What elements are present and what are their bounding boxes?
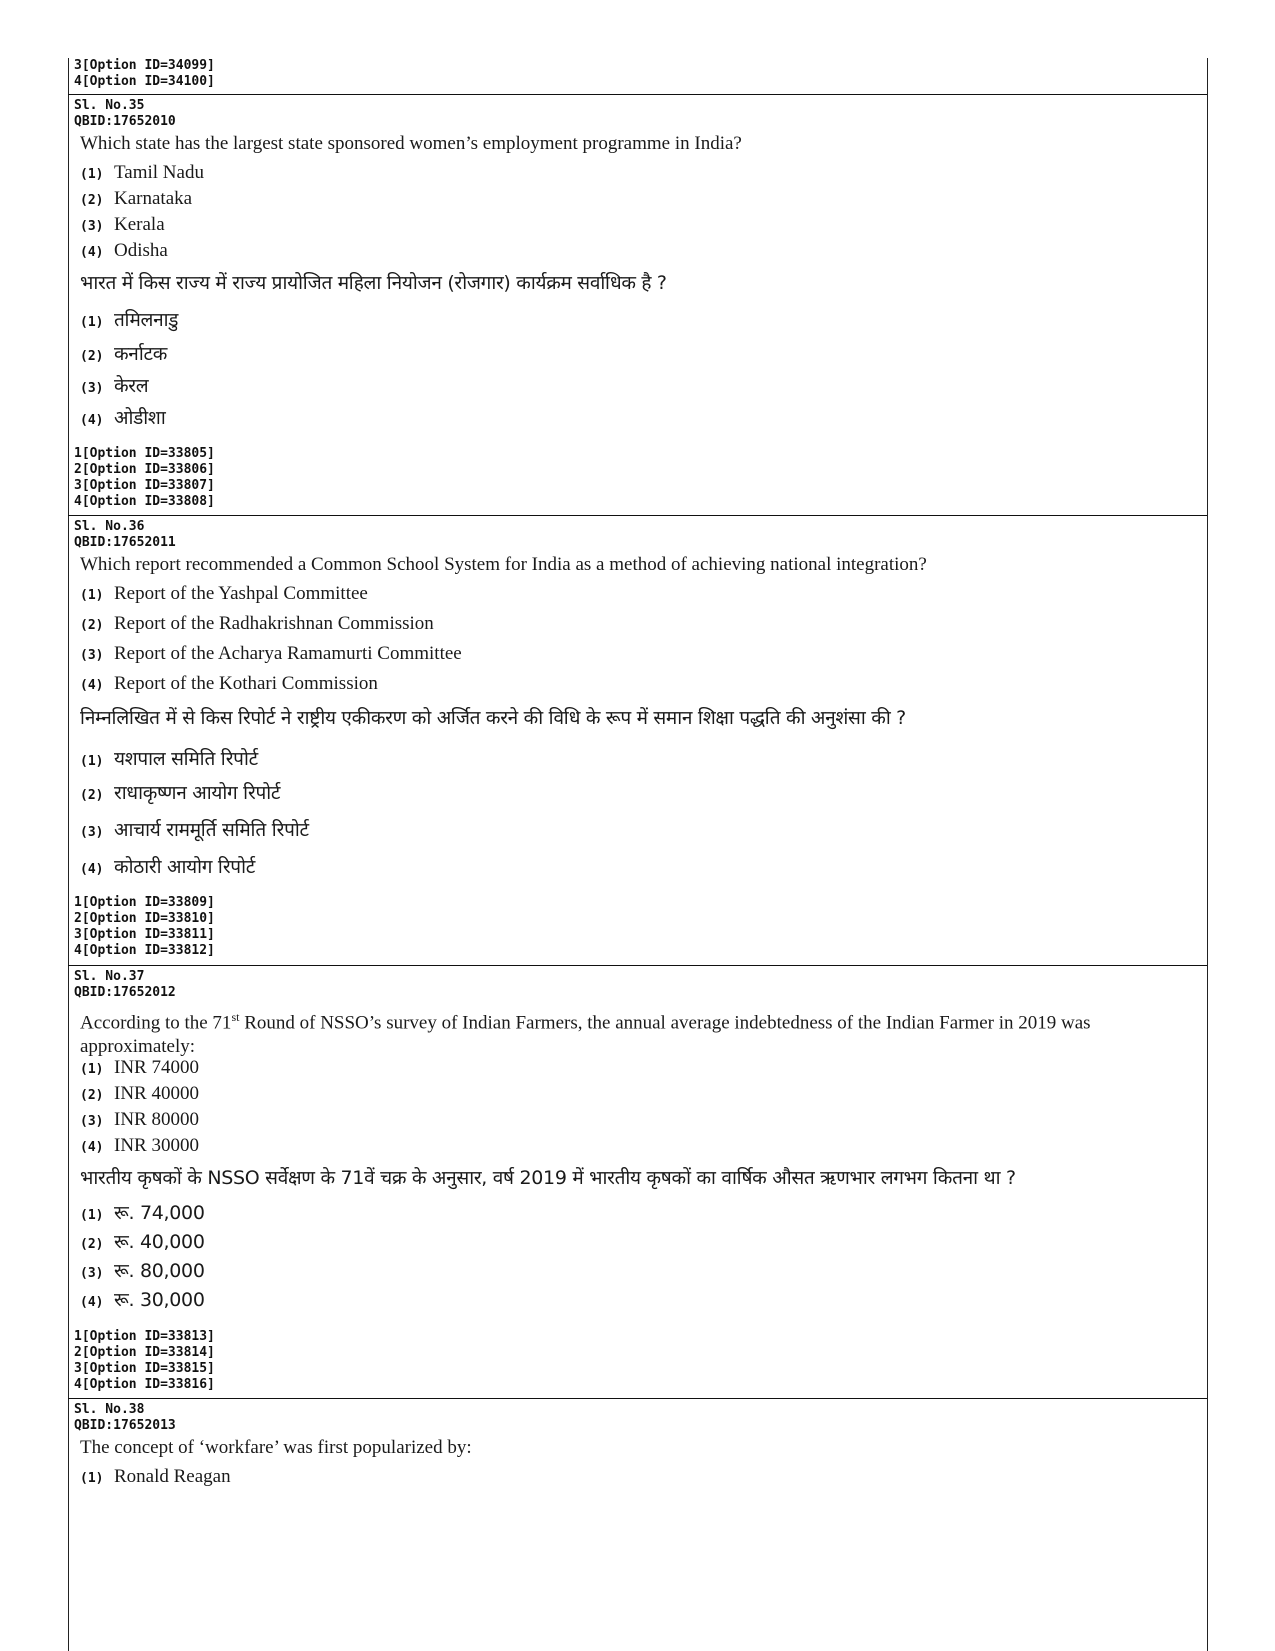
option-en-4: (4) Report of the Kothari Commission bbox=[80, 673, 378, 694]
question-text-hi: भारत में किस राज्य में राज्य प्रायोजित महिला नियोजन (रोजगार) कार्यक्रम सर्वाधिक है ? bbox=[80, 272, 667, 294]
option-en-3: (3) Report of the Acharya Ramamurti Committee bbox=[80, 643, 462, 664]
option-en-4: (4) Odisha bbox=[80, 240, 168, 261]
option-id: 2[Option ID=33806] bbox=[74, 462, 215, 477]
option-en-2: (2) INR 40000 bbox=[80, 1083, 199, 1104]
option-id: 1[Option ID=33809] bbox=[74, 895, 215, 910]
question-text-hi: निम्नलिखित में से किस रिपोर्ट ने राष्ट्रीय एकीकरण को अर्जित करने की विधि के रूप में समान शिक्षा पद्धति की अनुशंसा की ? bbox=[80, 707, 906, 729]
divider bbox=[68, 965, 1207, 966]
option-id: 3[Option ID=33807] bbox=[74, 478, 215, 493]
option-hi-1: (1) रू. 74,000 bbox=[80, 1202, 205, 1224]
serial-number: Sl. No.38 bbox=[74, 1402, 145, 1417]
option-en-3: (3) Kerala bbox=[80, 214, 165, 235]
option-ids bbox=[68, 1329, 215, 1393]
option-id: 4[Option ID=33808] bbox=[74, 494, 215, 509]
question-35 bbox=[68, 98, 1207, 510]
option-id: 1[Option ID=33813] bbox=[74, 1329, 215, 1344]
divider bbox=[68, 515, 1207, 516]
option-hi-3: (3) रू. 80,000 bbox=[80, 1260, 205, 1282]
question-36 bbox=[68, 519, 1207, 961]
option-ids bbox=[68, 895, 215, 959]
option-ids bbox=[68, 446, 215, 510]
option-hi-3: (3) केरल bbox=[80, 375, 149, 397]
qbid: QBID:17652013 bbox=[74, 1418, 176, 1433]
option-hi-3: (3) आचार्य राममूर्ति समिति रिपोर्ट bbox=[80, 819, 309, 841]
option-id: 4[Option ID=34100] bbox=[74, 74, 215, 89]
option-en-1: (1) INR 74000 bbox=[80, 1057, 199, 1078]
option-en-2: (2) Karnataka bbox=[80, 188, 193, 209]
serial-number: Sl. No.37 bbox=[74, 969, 145, 984]
option-en-1: (1) Report of the Yashpal Committee bbox=[80, 583, 368, 604]
question-37 bbox=[68, 969, 1207, 1394]
option-id: 3[Option ID=33811] bbox=[74, 927, 215, 942]
option-hi-4: (4) ओडीशा bbox=[80, 407, 166, 429]
option-id: 4[Option ID=33812] bbox=[74, 943, 215, 958]
option-id: 3[Option ID=34099] bbox=[74, 58, 215, 73]
qbid: QBID:17652011 bbox=[74, 535, 176, 550]
option-en-2: (2) Report of the Radhakrishnan Commission bbox=[80, 613, 434, 634]
option-id: 2[Option ID=33814] bbox=[74, 1345, 215, 1360]
prev-option-ids bbox=[68, 58, 1207, 90]
question-text-en: According to the 71st Round of NSSO’s survey of Indian Farmers, the annual average indebtedness of the Indian Farmer in 2019 was approximately: bbox=[80, 1010, 1091, 1058]
option-id: 1[Option ID=33805] bbox=[74, 446, 215, 461]
option-hi-2: (2) रू. 40,000 bbox=[80, 1231, 205, 1253]
question-text-en: Which state has the largest state sponsored women’s employment programme in India? bbox=[80, 133, 742, 154]
divider bbox=[68, 1398, 1207, 1399]
question-text-hi: भारतीय कृषकों के NSSO सर्वेक्षण के 71वें चक्र के अनुसार, वर्ष 2019 में भारतीय कृषकों का वार्षिक औसत ऋणभार लगभग कितना था ? bbox=[80, 1167, 1016, 1189]
option-id: 3[Option ID=33815] bbox=[74, 1361, 215, 1376]
option-hi-1: (1) यशपाल समिति रिपोर्ट bbox=[80, 748, 258, 770]
divider bbox=[68, 94, 1207, 95]
option-hi-4: (4) कोठारी आयोग रिपोर्ट bbox=[80, 856, 255, 878]
question-text-en: The concept of ‘workfare’ was first popularized by: bbox=[80, 1437, 472, 1458]
option-hi-2: (2) कर्नाटक bbox=[80, 343, 168, 365]
question-38 bbox=[68, 1402, 1207, 1602]
qbid: QBID:17652012 bbox=[74, 985, 176, 1000]
question-text-en: Which report recommended a Common School System for India as a method of achieving national integration? bbox=[80, 554, 927, 575]
option-hi-1: (1) तमिलनाडु bbox=[80, 309, 179, 331]
qbid: QBID:17652010 bbox=[74, 114, 176, 129]
option-hi-2: (2) राधाकृष्णन आयोग रिपोर्ट bbox=[80, 782, 281, 804]
option-en-3: (3) INR 80000 bbox=[80, 1109, 199, 1130]
serial-number: Sl. No.35 bbox=[74, 98, 145, 113]
option-hi-4: (4) रू. 30,000 bbox=[80, 1289, 205, 1311]
option-en-4: (4) INR 30000 bbox=[80, 1135, 199, 1156]
option-en-1: (1) Tamil Nadu bbox=[80, 162, 204, 183]
serial-number: Sl. No.36 bbox=[74, 519, 145, 534]
option-id: 4[Option ID=33816] bbox=[74, 1377, 215, 1392]
option-en-1: (1) Ronald Reagan bbox=[80, 1466, 231, 1487]
option-id: 2[Option ID=33810] bbox=[74, 911, 215, 926]
